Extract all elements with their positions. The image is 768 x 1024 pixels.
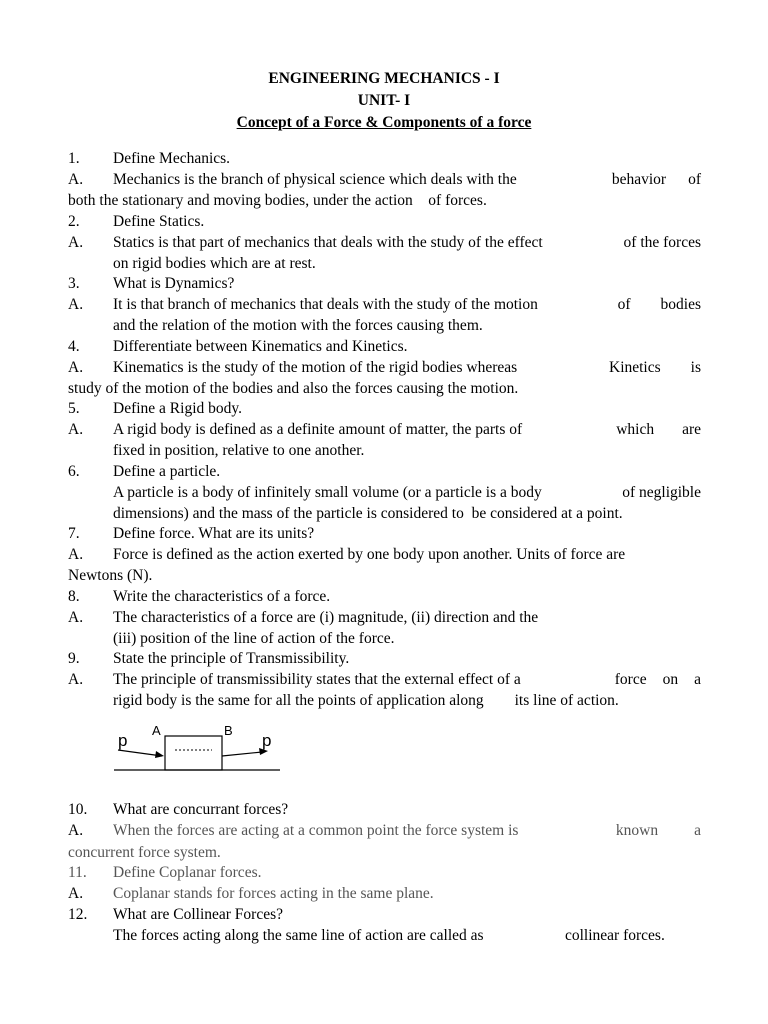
arrowhead-left-icon: [155, 751, 164, 758]
answer-text: force: [614, 671, 647, 688]
answer-text: A rigid body is defined as a definite amount of matter, the parts of: [113, 421, 523, 438]
answer-label: A.: [68, 421, 84, 438]
answer-text: Kinematics is the study of the motion of the rigid bodies whereas: [113, 359, 518, 376]
force-arrow-right: [222, 752, 262, 756]
answer-text: Coplanar stands for forces acting in the same plane.: [113, 885, 434, 902]
transmissibility-diagram: [110, 720, 290, 780]
answer-text: dimensions) and the mass of the particle is considered to be considered at a point.: [113, 505, 623, 522]
answer-text: The principle of transmissibility states that the external effect of a: [113, 671, 521, 688]
rigid-body-box: [165, 736, 222, 770]
question-text: Define Statics.: [113, 213, 205, 230]
answer-text: bodies: [660, 296, 701, 313]
force-arrow-left: [118, 750, 162, 756]
answer-5-line-2: [68, 440, 701, 461]
question-9: [68, 648, 701, 669]
answer-7-line-2: [68, 565, 701, 586]
answer-text: of: [617, 296, 631, 313]
answer-label: A.: [68, 546, 84, 563]
question-number: 11.: [68, 864, 87, 881]
question-text: What is Dynamics?: [113, 275, 235, 292]
question-text: Define Coplanar forces.: [113, 864, 262, 881]
question-number: 8.: [68, 588, 80, 605]
answer-4-line-1: [68, 357, 701, 378]
answer-text: It is that branch of mechanics that deals with the study of the motion: [113, 296, 538, 313]
question-12: [68, 904, 701, 925]
answer-text: is: [690, 359, 701, 376]
question-4: [68, 336, 701, 357]
question-text: Differentiate between Kinematics and Kinetics.: [113, 338, 408, 355]
force-label-left: p: [118, 731, 128, 750]
answer-text: a: [694, 671, 701, 688]
question-text: Define a Rigid body.: [113, 400, 242, 417]
question-8: [68, 586, 701, 607]
question-3: [68, 273, 701, 294]
answer-text: and the relation of the motion with the forces causing them.: [113, 317, 483, 334]
answer-4-line-2: [68, 378, 701, 399]
answer-text: (iii) position of the line of action of the force.: [113, 630, 395, 647]
answer-11-line-1: [68, 883, 701, 904]
document-title: ENGINEERING MECHANICS - I: [268, 70, 500, 87]
answer-label: A.: [68, 822, 84, 839]
answer-label: A.: [68, 234, 84, 251]
answer-3-line-1: [68, 294, 701, 315]
answer-8-line-2: [68, 628, 701, 649]
question-number: 6.: [68, 463, 80, 480]
answer-2-line-1: [68, 232, 701, 253]
question-2: [68, 211, 701, 232]
answer-text: are: [682, 421, 701, 438]
answer-7-line-1: [68, 544, 701, 565]
answer-text: Kinetics: [609, 359, 661, 376]
answer-text: Newtons (N).: [68, 567, 153, 584]
answer-label: A.: [68, 359, 84, 376]
question-11: [68, 862, 701, 883]
question-number: 12.: [68, 906, 88, 923]
question-number: 7.: [68, 525, 80, 542]
answer-text: study of the motion of the bodies and also the forces causing the motion.: [68, 380, 519, 397]
question-text: Define a particle.: [113, 463, 221, 480]
answer-text: of the forces: [623, 234, 701, 251]
question-text: State the principle of Transmissibility.: [113, 650, 350, 667]
answer-text: fixed in position, relative to one another.: [113, 442, 365, 459]
answer-label: A.: [68, 609, 84, 626]
question-1: [68, 148, 701, 169]
question-text: Write the characteristics of a force.: [113, 588, 331, 605]
answer-text: Mechanics is the branch of physical science which deals with the: [113, 171, 517, 188]
answer-5-line-1: [68, 419, 701, 440]
answer-1-line-1: [68, 169, 701, 190]
answer-label: A.: [68, 171, 84, 188]
section-subtitle: [0, 114, 768, 132]
answer-text: collinear forces.: [565, 927, 665, 944]
question-5: [68, 398, 701, 419]
answer-2-line-2: [68, 253, 701, 274]
answer-text: a: [694, 822, 701, 839]
question-text: Define force. What are its units?: [113, 525, 315, 542]
answer-text: A particle is a body of infinitely small volume (or a particle is a body: [113, 484, 542, 501]
answer-text: known: [615, 822, 659, 839]
answer-6-line-2: [68, 503, 701, 524]
answer-label: A.: [68, 671, 84, 688]
question-number: 10.: [68, 801, 88, 818]
question-7: [68, 523, 701, 544]
answer-text: When the forces are acting at a common point the force system is: [113, 822, 519, 839]
answer-text: behavior: [611, 171, 667, 188]
force-label-right: p: [262, 731, 272, 750]
answer-text: The forces acting along the same line of action are called as: [113, 927, 484, 944]
section-subtitle-text: Concept of a Force & Components of a force: [236, 114, 532, 131]
question-number: 3.: [68, 275, 80, 292]
question-number: 1.: [68, 150, 80, 167]
question-number: 2.: [68, 213, 80, 230]
answer-9-line-1: [68, 669, 701, 690]
answer-10-line-2: [68, 842, 701, 863]
question-text: What are Collinear Forces?: [113, 906, 283, 923]
answer-3-line-2: [68, 315, 701, 336]
question-number: 5.: [68, 400, 80, 417]
point-label-a: A: [152, 723, 161, 738]
question-6: [68, 461, 701, 482]
answer-text: which: [616, 421, 655, 438]
answer-text: of negligible: [622, 484, 701, 501]
question-text: What are concurrant forces?: [113, 801, 289, 818]
question-number: 4.: [68, 338, 80, 355]
answer-10-line-1: [68, 820, 701, 841]
answer-1-line-2: [68, 190, 701, 211]
answer-text: on: [662, 671, 679, 688]
answer-text: The characteristics of a force are (i) magnitude, (ii) direction and the: [113, 609, 539, 626]
answer-9-line-2: [68, 690, 701, 711]
answer-8-line-1: [68, 607, 701, 628]
answer-text: Statics is that part of mechanics that deals with the study of the effect: [113, 234, 543, 251]
answer-label: A.: [68, 885, 84, 902]
answer-text: of: [688, 171, 701, 188]
answer-text: both the stationary and moving bodies, under the action of forces.: [68, 192, 487, 209]
answer-text: concurrent force system.: [68, 844, 221, 861]
point-label-b: B: [224, 723, 233, 738]
answer-12-line-1: [68, 925, 701, 946]
unit-heading: UNIT- I: [357, 92, 411, 109]
question-number: 9.: [68, 650, 80, 667]
answer-text: rigid body is the same for all the points of application along its line of action.: [113, 692, 619, 709]
answer-text: Force is defined as the action exerted by one body upon another. Units of force are: [113, 546, 626, 563]
question-10: [68, 799, 701, 820]
question-text: Define Mechanics.: [113, 150, 231, 167]
answer-label: A.: [68, 296, 84, 313]
answer-6-line-1: [68, 482, 701, 503]
answer-text: on rigid bodies which are at rest.: [113, 255, 316, 272]
